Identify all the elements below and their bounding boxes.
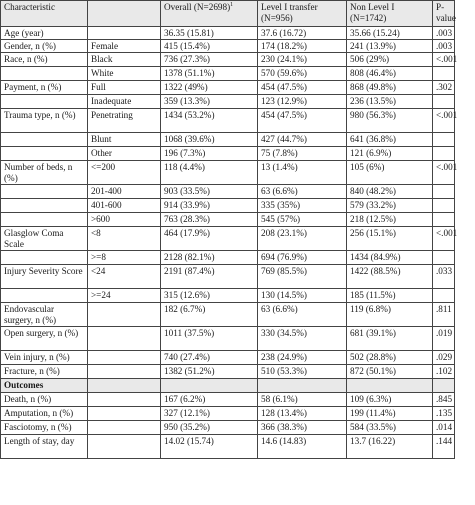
table-row: [1, 327, 455, 351]
p-value-cell: .029: [433, 351, 455, 365]
overall-cell: 36.35 (15.81): [161, 27, 258, 40]
subgroup-cell: Female: [88, 40, 161, 53]
non-level-i-cell: 1434 (84.9%): [347, 251, 433, 265]
overall-cell: 415 (15.4%): [161, 40, 258, 53]
non-level-i-cell: 681 (39.1%): [347, 327, 433, 351]
p-value-cell: .144: [433, 435, 455, 459]
table-row: [1, 147, 455, 161]
p-value-cell: [433, 95, 455, 109]
characteristic-cell: [1, 67, 88, 81]
characteristic-cell: Vein injury, n (%): [1, 351, 88, 365]
subgroup-cell: [88, 327, 161, 351]
non-level-i-cell: 105 (6%): [347, 161, 433, 185]
p-value-cell: .019: [433, 327, 455, 351]
non-level-i-cell: [347, 379, 433, 393]
table-row: [1, 199, 455, 213]
level-i-cell: 63 (6.6%): [258, 303, 347, 327]
overall-cell: 2191 (87.4%): [161, 265, 258, 289]
p-value-cell: [433, 213, 455, 227]
subgroup-cell: Penetrating: [88, 109, 161, 133]
characteristic-cell: [1, 133, 88, 147]
subgroup-cell: Full: [88, 81, 161, 95]
characteristic-cell: [1, 213, 88, 227]
characteristic-cell: Death, n (%): [1, 393, 88, 407]
subgroup-cell: [88, 365, 161, 379]
overall-cell: 736 (27.3%): [161, 53, 258, 67]
level-i-cell: 14.6 (14.83): [258, 435, 347, 459]
subgroup-cell: 201-400: [88, 185, 161, 199]
overall-cell: 740 (27.4%): [161, 351, 258, 365]
subgroup-cell: Inadequate: [88, 95, 161, 109]
subgroup-cell: >=24: [88, 289, 161, 303]
overall-cell: 763 (28.3%): [161, 213, 258, 227]
level-i-cell: 63 (6.6%): [258, 185, 347, 199]
header-subgroup: [88, 1, 161, 27]
subgroup-cell: [88, 421, 161, 435]
table-row: [1, 407, 455, 421]
characteristic-cell: Gender, n (%): [1, 40, 88, 53]
overall-cell: 182 (6.7%): [161, 303, 258, 327]
p-value-cell: .033: [433, 265, 455, 289]
characteristic-cell: Number of beds, n (%): [1, 161, 88, 185]
overall-cell: 359 (13.3%): [161, 95, 258, 109]
p-value-cell: .135: [433, 407, 455, 421]
level-i-cell: 128 (13.4%): [258, 407, 347, 421]
header-level-i-transfer: Level I transfer (N=956): [258, 1, 347, 27]
characteristic-cell: Fasciotomy, n (%): [1, 421, 88, 435]
level-i-cell: 694 (76.9%): [258, 251, 347, 265]
subgroup-cell: >=8: [88, 251, 161, 265]
subgroup-cell: <=200: [88, 161, 161, 185]
table-body: [1, 1, 458, 459]
p-value-cell: .003: [433, 40, 455, 53]
overall-cell: 914 (33.9%): [161, 199, 258, 213]
non-level-i-cell: 579 (33.2%): [347, 199, 433, 213]
level-i-cell: 123 (12.9%): [258, 95, 347, 109]
table-row: [1, 95, 455, 109]
non-level-i-cell: 121 (6.9%): [347, 147, 433, 161]
table-row: [1, 27, 455, 40]
non-level-i-cell: 13.7 (16.22): [347, 435, 433, 459]
non-level-i-cell: 109 (6.3%): [347, 393, 433, 407]
level-i-cell: 130 (14.5%): [258, 289, 347, 303]
overall-cell: 327 (12.1%): [161, 407, 258, 421]
level-i-cell: 330 (34.5%): [258, 327, 347, 351]
overall-cell: 196 (7.3%): [161, 147, 258, 161]
non-level-i-cell: 840 (48.2%): [347, 185, 433, 199]
characteristic-cell: Fracture, n (%): [1, 365, 88, 379]
subgroup-cell: [88, 27, 161, 40]
overall-cell: 1434 (53.2%): [161, 109, 258, 133]
characteristic-cell: Race, n (%): [1, 53, 88, 67]
characteristic-cell: Trauma type, n (%): [1, 109, 88, 133]
footnote-marker: 1: [230, 1, 234, 8]
table-row: [1, 251, 455, 265]
overall-cell: 950 (35.2%): [161, 421, 258, 435]
characteristic-cell: [1, 199, 88, 213]
characteristic-cell: Injury Severity Score: [1, 265, 88, 289]
p-value-cell: <.001: [433, 227, 455, 251]
characteristic-cell: [1, 185, 88, 199]
subgroup-cell: [88, 351, 161, 365]
characteristic-cell: Payment, n (%): [1, 81, 88, 95]
subgroup-cell: <8: [88, 227, 161, 251]
overall-cell: 118 (4.4%): [161, 161, 258, 185]
level-i-cell: 545 (57%): [258, 213, 347, 227]
overall-cell: 1382 (51.2%): [161, 365, 258, 379]
level-i-cell: 238 (24.9%): [258, 351, 347, 365]
table-row: [1, 40, 455, 53]
p-value-cell: [433, 67, 455, 81]
header-non-level-i: Non Level I (N=1742): [347, 1, 433, 27]
level-i-cell: 570 (59.6%): [258, 67, 347, 81]
subgroup-cell: [88, 379, 161, 393]
characteristic-cell: Length of stay, day: [1, 435, 88, 459]
overall-cell: 903 (33.5%): [161, 185, 258, 199]
non-level-i-cell: 980 (56.3%): [347, 109, 433, 133]
characteristic-cell: Age (year): [1, 27, 88, 40]
overall-cell: 1068 (39.6%): [161, 133, 258, 147]
characteristic-cell: Endovascular surgery, n (%): [1, 303, 88, 327]
overall-cell: 464 (17.9%): [161, 227, 258, 251]
subgroup-cell: [88, 435, 161, 459]
table-row: [1, 109, 455, 133]
characteristic-cell: Amputation, n (%): [1, 407, 88, 421]
table-row: [1, 67, 455, 81]
table-row: [1, 421, 455, 435]
overall-cell: 1378 (51.1%): [161, 67, 258, 81]
overall-cell: 315 (12.6%): [161, 289, 258, 303]
characteristic-cell: [1, 95, 88, 109]
p-value-cell: <.001: [433, 109, 455, 133]
subgroup-cell: Black: [88, 53, 161, 67]
p-value-cell: <.001: [433, 53, 455, 67]
characteristic-cell: Open surgery, n (%): [1, 327, 88, 351]
non-level-i-cell: 35.66 (15.24): [347, 27, 433, 40]
level-i-cell: 510 (53.3%): [258, 365, 347, 379]
table-row: [1, 393, 455, 407]
header-characteristic: Characteristic: [1, 1, 88, 27]
overall-cell: 1322 (49%): [161, 81, 258, 95]
level-i-cell: 427 (44.7%): [258, 133, 347, 147]
level-i-cell: [258, 379, 347, 393]
subgroup-cell: [88, 303, 161, 327]
level-i-cell: 75 (7.8%): [258, 147, 347, 161]
characteristic-cell: [1, 251, 88, 265]
overall-cell: [161, 379, 258, 393]
p-value-cell: .845: [433, 393, 455, 407]
level-i-cell: 366 (38.3%): [258, 421, 347, 435]
table-row: [1, 435, 455, 459]
level-i-cell: 208 (23.1%): [258, 227, 347, 251]
p-value-cell: [433, 251, 455, 265]
level-i-cell: 454 (47.5%): [258, 81, 347, 95]
non-level-i-cell: 185 (11.5%): [347, 289, 433, 303]
subgroup-cell: Blunt: [88, 133, 161, 147]
header-overall: [161, 1, 258, 27]
non-level-i-cell: 199 (11.4%): [347, 407, 433, 421]
level-i-cell: 230 (24.1%): [258, 53, 347, 67]
non-level-i-cell: 241 (13.9%): [347, 40, 433, 53]
characteristic-cell: Glasglow Coma Scale: [1, 227, 88, 251]
p-value-cell: [433, 147, 455, 161]
level-i-cell: 454 (47.5%): [258, 109, 347, 133]
p-value-cell: <.001: [433, 161, 455, 185]
table-row: [1, 303, 455, 327]
table-row: [1, 227, 455, 251]
level-i-cell: 174 (18.2%): [258, 40, 347, 53]
non-level-i-cell: 584 (33.5%): [347, 421, 433, 435]
p-value-cell: [433, 199, 455, 213]
level-i-cell: 769 (85.5%): [258, 265, 347, 289]
p-value-cell: [433, 185, 455, 199]
level-i-cell: 13 (1.4%): [258, 161, 347, 185]
subgroup-cell: [88, 393, 161, 407]
header-overall-label: Overall (N=2698): [164, 2, 231, 12]
overall-cell: 167 (6.2%): [161, 393, 258, 407]
table-row: [1, 53, 455, 67]
p-value-cell: .811: [433, 303, 455, 327]
non-level-i-cell: 256 (15.1%): [347, 227, 433, 251]
p-value-cell: [433, 379, 455, 393]
table-row: [1, 289, 455, 303]
non-level-i-cell: 872 (50.1%): [347, 365, 433, 379]
overall-cell: 14.02 (15.74): [161, 435, 258, 459]
p-value-cell: [433, 133, 455, 147]
table-row: [1, 213, 455, 227]
header-row: [1, 1, 455, 27]
p-value-cell: .014: [433, 421, 455, 435]
characteristic-cell: [1, 289, 88, 303]
table-row: [1, 265, 455, 289]
non-level-i-cell: 119 (6.8%): [347, 303, 433, 327]
characteristic-cell: [1, 147, 88, 161]
level-i-cell: 335 (35%): [258, 199, 347, 213]
table-row: [1, 161, 455, 185]
subgroup-cell: White: [88, 67, 161, 81]
non-level-i-cell: 808 (46.4%): [347, 67, 433, 81]
subgroup-cell: [88, 407, 161, 421]
p-value-cell: [433, 289, 455, 303]
subgroup-cell: <24: [88, 265, 161, 289]
overall-cell: 1011 (37.5%): [161, 327, 258, 351]
subgroup-cell: >600: [88, 213, 161, 227]
table-row: [1, 351, 455, 365]
section-row: [1, 379, 455, 393]
non-level-i-cell: 1422 (88.5%): [347, 265, 433, 289]
table-row: [1, 185, 455, 199]
level-i-cell: 58 (6.1%): [258, 393, 347, 407]
table-row: [1, 81, 455, 95]
level-i-cell: 37.6 (16.72): [258, 27, 347, 40]
non-level-i-cell: 502 (28.8%): [347, 351, 433, 365]
subgroup-cell: Other: [88, 147, 161, 161]
p-value-cell: .102: [433, 365, 455, 379]
non-level-i-cell: 641 (36.8%): [347, 133, 433, 147]
overall-cell: 2128 (82.1%): [161, 251, 258, 265]
p-value-cell: .302: [433, 81, 455, 95]
header-p-value: P-value: [433, 1, 455, 27]
non-level-i-cell: 218 (12.5%): [347, 213, 433, 227]
characteristic-cell: Outcomes: [1, 379, 88, 393]
subgroup-cell: 401-600: [88, 199, 161, 213]
table-row: [1, 133, 455, 147]
p-value-cell: .003: [433, 27, 455, 40]
non-level-i-cell: 236 (13.5%): [347, 95, 433, 109]
table-row: [1, 365, 455, 379]
non-level-i-cell: 868 (49.8%): [347, 81, 433, 95]
non-level-i-cell: 506 (29%): [347, 53, 433, 67]
